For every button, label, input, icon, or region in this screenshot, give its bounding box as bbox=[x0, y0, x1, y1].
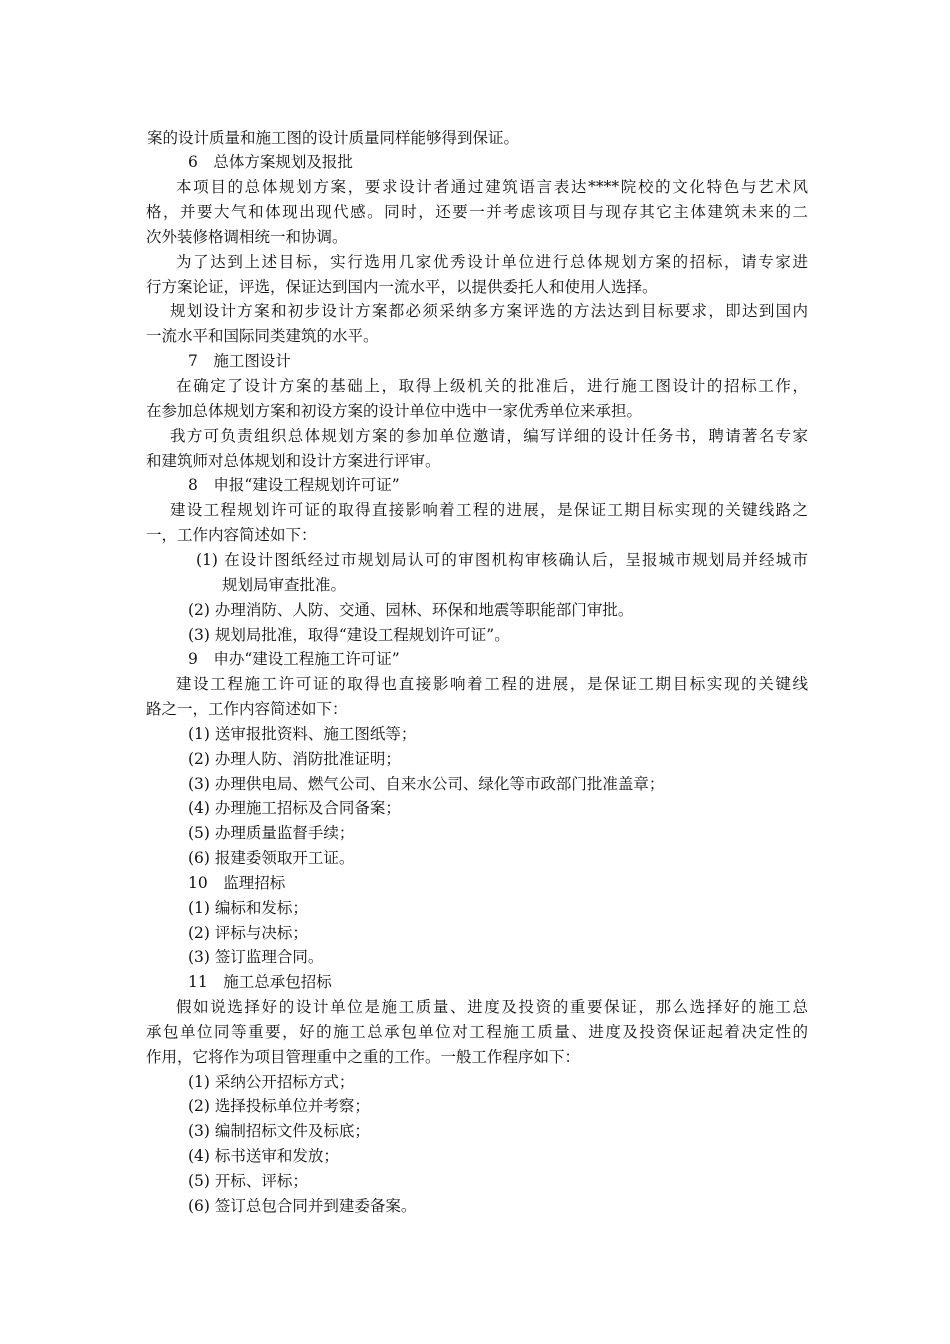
list-item: (3) 办理供电局、燃气公司、自来水公司、绿化等市政部门批准盖章； bbox=[188, 775, 665, 793]
text-line: 承包单位同等重要，好的施工总承包单位对工程施工质量、进度及投资保证起着决定性的 bbox=[146, 1023, 808, 1041]
section-heading-11: 11 施工总承包招标 bbox=[188, 973, 332, 991]
text-line: 规划设计方案和初步设计方案都必须采纳多方案评选的方法达到目标要求，即达到国内 bbox=[170, 302, 808, 320]
list-item: (3) 签订监理合同。 bbox=[188, 948, 324, 966]
text-line: 为了达到上述目标，实行选用几家优秀设计单位进行总体规划方案的招标，请专家进 bbox=[176, 253, 808, 271]
list-item: (6) 签订总包合同并到建委备案。 bbox=[188, 1197, 417, 1215]
text-line: 案的设计质量和施工图的设计质量同样能够得到保证。 bbox=[147, 129, 520, 147]
text-line: 次外装修格调相统一和协调。 bbox=[146, 228, 348, 246]
list-item: (1) 编标和发标； bbox=[188, 899, 308, 917]
section-heading-7: 7 施工图设计 bbox=[188, 352, 291, 370]
text-line: 在参加总体规划方案和初设方案的设计单位中选中一家优秀单位来承担。 bbox=[146, 402, 643, 420]
text-line: 和建筑师对总体规划和设计方案进行评审。 bbox=[146, 452, 441, 470]
text-line: 本项目的总体规划方案，要求设计者通过建筑语言表达****院校的文化特色与艺术风 bbox=[176, 178, 808, 196]
list-item: (2) 选择投标单位并考察； bbox=[188, 1097, 370, 1115]
list-item: (4) 标书送审和发放； bbox=[188, 1147, 339, 1165]
list-item: (2) 评标与决标； bbox=[188, 924, 308, 942]
section-heading-6: 6 总体方案规划及报批 bbox=[188, 153, 353, 171]
text-line: 一，工作内容简述如下： bbox=[146, 526, 317, 544]
text-line: 在确定了设计方案的基础上，取得上级机关的批准后，进行施工图设计的招标工作， bbox=[176, 377, 808, 395]
text-line: 假如说选择好的设计单位是施工质量、进度及投资的重要保证，那么选择好的施工总 bbox=[176, 998, 808, 1016]
text-line: 作用，它将作为项目管理重中之重的工作。一般工作程序如下： bbox=[146, 1048, 581, 1066]
list-item: (6) 报建委领取开工证。 bbox=[188, 849, 355, 867]
list-item: (1) 送审报批资料、施工图纸等； bbox=[188, 725, 417, 743]
list-item: (5) 开标、评标； bbox=[188, 1172, 308, 1190]
section-heading-8: 8 申报“建设工程规划许可证” bbox=[188, 476, 400, 494]
list-item: (1) 采纳公开招标方式； bbox=[188, 1073, 355, 1091]
text-line: 路之一，工作内容简述如下： bbox=[146, 700, 348, 718]
text-line: 我方可负责组织总体规划方案的参加单位邀请，编写详细的设计任务书，聘请著名专家 bbox=[170, 427, 808, 445]
list-item: (3) 规划局批准，取得“建设工程规划许可证”。 bbox=[188, 626, 510, 644]
text-line: 一流水平和国际同类建筑的水平。 bbox=[146, 327, 379, 345]
section-heading-10: 10 监理招标 bbox=[188, 874, 286, 892]
list-item: (4) 办理施工招标及合同备案； bbox=[188, 799, 401, 817]
section-heading-9: 9 申办“建设工程施工许可证” bbox=[188, 650, 400, 668]
list-item: (1) 在设计图纸经过市规划局认可的审图机构审核确认后，呈报城市规划局并经城市 bbox=[196, 551, 808, 569]
text-line: 建设工程施工许可证的取得也直接影响着工程的进展，是保证工期目标实现的关键线 bbox=[176, 675, 808, 693]
text-line: 建设工程规划许可证的取得直接影响着工程的进展，是保证工期目标实现的关键线路之 bbox=[170, 501, 808, 519]
list-item: (2) 办理人防、消防批准证明； bbox=[188, 750, 401, 768]
text-line: 格，并要大气和体现出现代感。同时，还要一并考虑该项目与现存其它主体建筑未来的二 bbox=[146, 203, 808, 221]
text-line: 行方案论证，评选，保证达到国内一流水平，以提供委托人和使用人选择。 bbox=[146, 278, 658, 296]
list-item-continuation: 规划局审查批准。 bbox=[222, 576, 347, 594]
list-item: (3) 编制招标文件及标底； bbox=[188, 1122, 370, 1140]
list-item: (2) 办理消防、人防、交通、园林、环保和地震等职能部门审批。 bbox=[188, 601, 634, 619]
list-item: (5) 办理质量监督手续； bbox=[188, 824, 355, 842]
